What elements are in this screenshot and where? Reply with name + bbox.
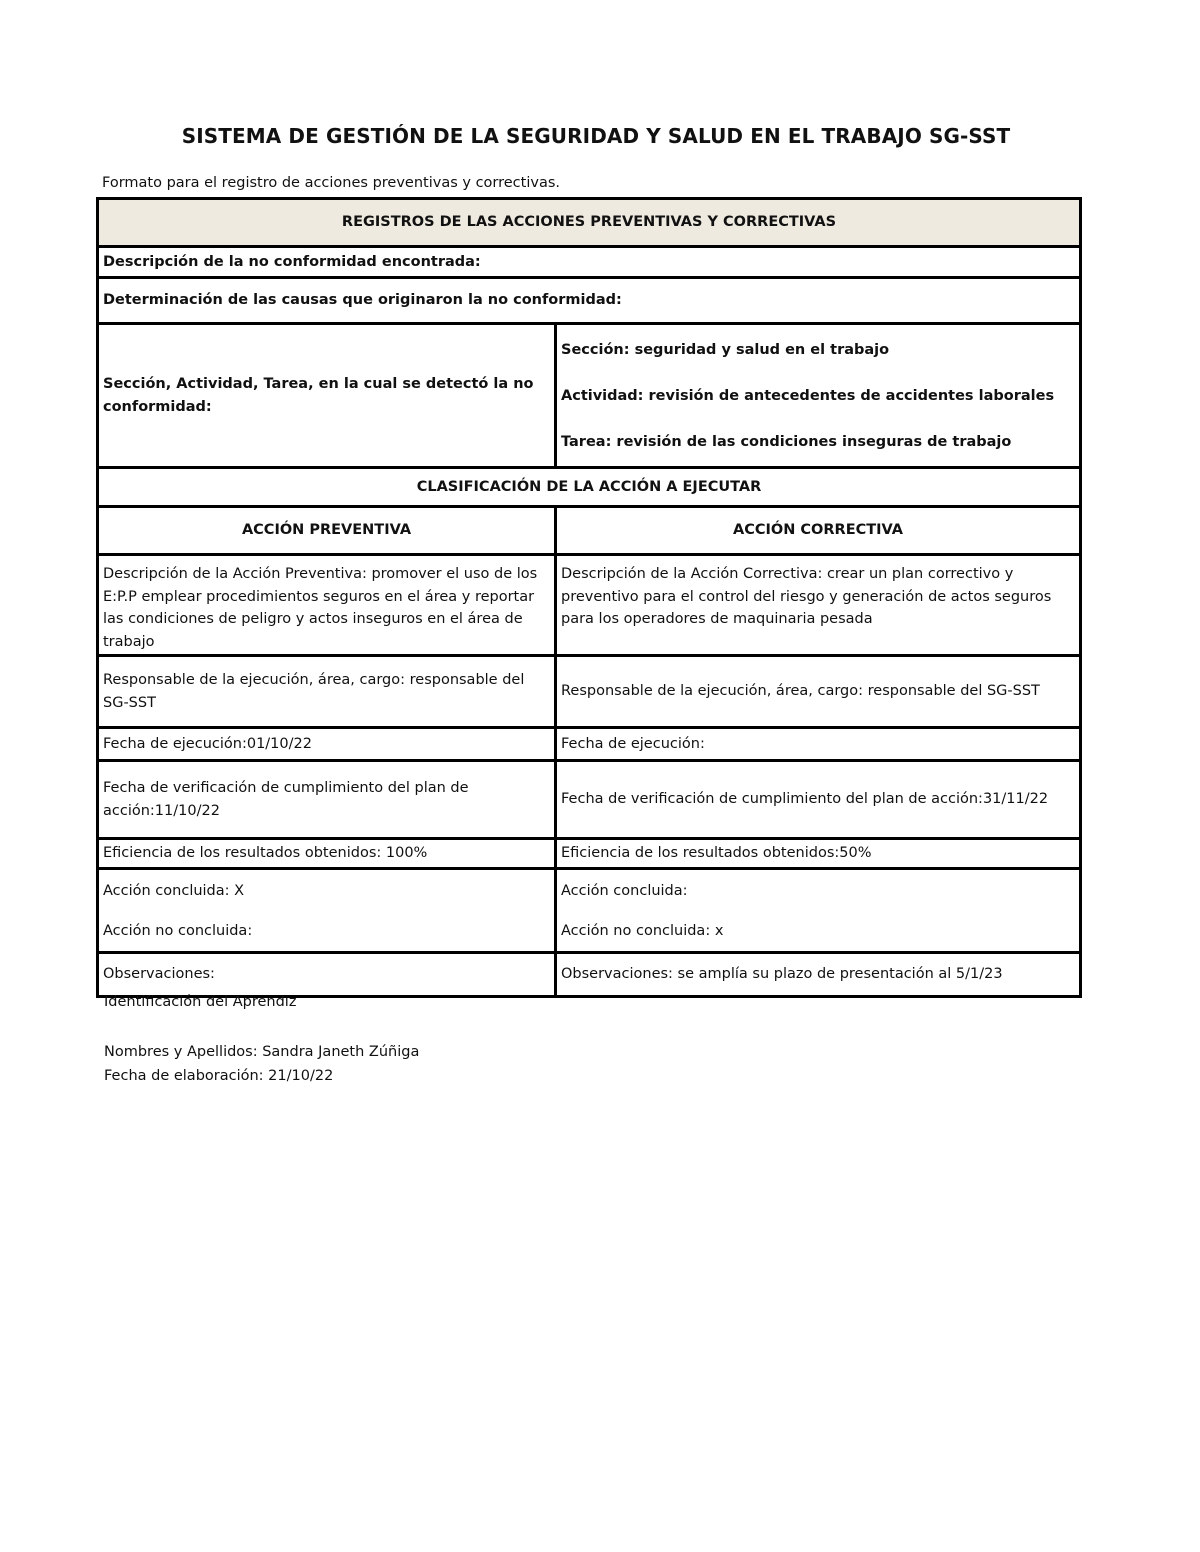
corrective-efficiency: Eficiencia de los resultados obtenidos:50% (561, 845, 872, 862)
corrective-not-concluded: Acción no concluida: x (561, 922, 724, 939)
preventive-execution-date: Fecha de ejecución:01/10/22 (99, 729, 557, 759)
preventive-not-concluded: Acción no concluida: (103, 922, 253, 939)
corrective-description: Descripción de la Acción Correctiva: crear un plan correctivo y preventivo para el control del riesgo y generación de actos seguros para los operadores de maquinaria pesada (561, 566, 1052, 627)
classification-row (96, 469, 1082, 508)
corrective-verification-date: Fecha de verificación de cumplimiento del plan de acción:31/11/22 (561, 791, 1049, 808)
observations-row (96, 954, 1082, 998)
task-value: Tarea: revisión de las condiciones inseguras de trabajo (561, 433, 1012, 450)
activity-value: Actividad: revisión de antecedentes de accidentes laborales (561, 387, 1055, 404)
elaboration-date: Fecha de elaboración: 21/10/22 (104, 1068, 334, 1084)
preventive-concluded: Acción concluida: X (103, 882, 245, 899)
preventive-efficiency: Eficiencia de los resultados obtenidos: 100% (99, 840, 557, 867)
corrective-completion (557, 870, 1079, 951)
section-value: Sección: seguridad y salud en el trabajo (561, 341, 890, 358)
verification-date-row (96, 762, 1082, 840)
section-row (96, 325, 1082, 469)
corrective-observations: Observaciones: se amplía su plazo de presentación al 5/1/23 (561, 966, 1003, 983)
preventive-responsible: Responsable de la ejecución, área, cargo: responsable del SG-SST (99, 657, 557, 726)
completion-row (96, 868, 1082, 954)
actions-table (96, 197, 1082, 998)
section-details (557, 325, 1079, 466)
action-type-row (96, 508, 1082, 556)
description-row (96, 556, 1082, 657)
preventive-verification-date: Fecha de verificación de cumplimiento del plan de acción:11/10/22 (99, 762, 557, 837)
causes-determination: Determinación de las causas que originaron la no conformidad: (103, 292, 622, 309)
no-conformity-description: Descripción de la no conformidad encontrada: (103, 253, 481, 270)
responsible-row (96, 657, 1082, 729)
preventive-header: ACCIÓN PREVENTIVA (99, 508, 557, 553)
form-subtitle: Formato para el registro de acciones preventivas y correctivas. (102, 175, 561, 191)
classification-header: CLASIFICACIÓN DE LA ACCIÓN A EJECUTAR (416, 478, 762, 495)
page-title: SISTEMA DE GESTIÓN DE LA SEGURIDAD Y SALUD EN EL TRABAJO SG-SST (181, 124, 1011, 148)
corrective-concluded: Acción concluida: (561, 882, 688, 899)
section-label: Sección, Actividad, Tarea, en la cual se detectó la no conformidad: (99, 325, 557, 466)
corrective-execution-date: Fecha de ejecución: (561, 735, 705, 752)
learner-name: Nombres y Apellidos: Sandra Janeth Zúñiga (104, 1044, 420, 1060)
corrective-header: ACCIÓN CORRECTIVA (733, 522, 903, 539)
preventive-observations: Observaciones: (99, 954, 557, 995)
execution-date-row (96, 729, 1082, 762)
corrective-responsible: Responsable de la ejecución, área, cargo: responsable del SG-SST (561, 683, 1040, 700)
efficiency-row (96, 840, 1082, 868)
learner-identification: Identificación del Aprendiz (104, 994, 297, 1010)
no-conformity-row (96, 248, 1082, 279)
preventive-description: Descripción de la Acción Preventiva: promover el uso de los E:P.P emplear procedimientos seguros en el área y reportar las condiciones de peligro y actos inseguros en el área de trabajo (99, 556, 557, 654)
preventive-completion (99, 870, 557, 951)
table-header: REGISTROS DE LAS ACCIONES PREVENTIVAS Y CORRECTIVAS (99, 200, 1079, 245)
table-header-row (96, 197, 1082, 248)
causes-row (96, 279, 1082, 325)
